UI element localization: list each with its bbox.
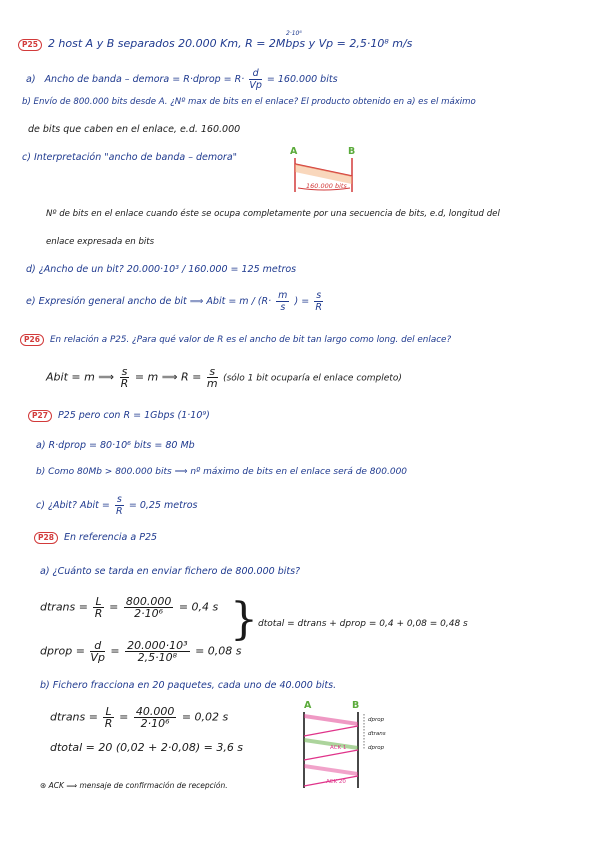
- p28-diagram-ack20: ACK 20: [326, 779, 346, 785]
- p25-superscript: 2·10⁶: [286, 30, 302, 37]
- p28-header-line: [34, 532, 157, 544]
- p28-dtrans-n1: L: [95, 595, 102, 608]
- p28-b-res: = 0,02 s: [181, 710, 229, 724]
- p25-diagram-bits: 160.000 bits: [306, 182, 347, 190]
- p28-diagram-a: A: [304, 700, 312, 711]
- p28-b-text: b) Fichero fracciona en 20 paquetes, cada uno de 40.000 bits.: [40, 680, 337, 691]
- p28-dprop-label: dprop =: [40, 644, 85, 658]
- p28-diagram-dprop1: dprop: [368, 717, 385, 723]
- p28-b-n2: 40.000: [135, 705, 175, 718]
- p26-tag: P26: [20, 334, 44, 346]
- p28-dprop-res: = 0,08 s: [195, 644, 242, 658]
- p26-f2-den: m: [206, 377, 218, 390]
- p28-diagram-dprop2: dprop: [368, 745, 385, 751]
- p25-link-diagram: [290, 158, 370, 198]
- p25-tag: P25: [18, 39, 42, 51]
- p28-b-dtrans-label: dtrans =: [50, 710, 98, 724]
- p25-e-res-den: R: [315, 302, 322, 313]
- p26-note: (sólo 1 bit ocuparía el enlace completo): [223, 373, 402, 384]
- p25-header-line: [18, 38, 412, 51]
- p28-dtrans-label: dtrans =: [40, 600, 88, 614]
- p25-e-den: s: [280, 302, 286, 313]
- p27-tag: P27: [28, 410, 52, 422]
- p25-b-text: b) Envío de 800.000 bits desde A. ¿Nº max de bits en el enlace? El producto obtenido en a) es el máximo: [22, 97, 476, 107]
- p28-diagram-dtrans: dtrans: [368, 731, 386, 737]
- p28-b-n1: L: [105, 705, 112, 718]
- p25-a-result: = 160.000 bits: [266, 74, 338, 85]
- p28-tag: P28: [34, 532, 58, 544]
- p25-c-text: c) Interpretación "ancho de banda – demora": [22, 152, 238, 163]
- p28-footnote: ⊛ ACK ⟹ mensaje de confirmación de recepción.: [40, 781, 228, 790]
- p26-line: [20, 334, 451, 346]
- p28-brace: }: [230, 594, 258, 645]
- p28-dprop-d2: 2,5·10⁸: [137, 651, 178, 664]
- p28-dtrans-n2: 800.000: [125, 595, 172, 608]
- p25-diagram-b: B: [348, 146, 356, 157]
- p28-diagram-ack: ACK 1: [330, 745, 347, 751]
- p25-a-den: Vp: [249, 80, 262, 91]
- p25-a-num: d: [249, 68, 262, 80]
- p26-text: En relación a P25. ¿Para qué valor de R es el ancho de bit tan largo como long. del enlace?: [49, 335, 452, 345]
- p28-b-d2: 2·10⁶: [140, 717, 170, 730]
- p28-dtotal: dtotal = dtrans + dprop = 0,4 + 0,08 = 0,48 s: [258, 619, 468, 629]
- p27-c-den: R: [116, 506, 123, 517]
- p25-e-line: [26, 290, 325, 313]
- p25-c-expl2: enlace expresada en bits: [46, 237, 155, 247]
- p27-c-res: = 0,25 metros: [128, 500, 198, 511]
- p26-f1-den: R: [120, 377, 129, 390]
- p27-header-line: [28, 410, 210, 422]
- p28-dprop-line: dprop = $\frac{d}{Vp}$ = $\frac{\text{20.000·10³}}{\text{2,5·10⁸}}$ = 0,08 s: [40, 639, 242, 664]
- p28-dtrans-d2: 2·10⁶: [134, 607, 164, 620]
- p26-f2-num: s: [207, 366, 218, 378]
- p28-b-d1: R: [104, 717, 113, 730]
- p26-f-mid: = m ⟹ R =: [134, 370, 202, 384]
- p25-b-cont: de bits que caben en el enlace, e.d. 160.000: [28, 124, 241, 135]
- p28-dprop-n2: 20.000·10³: [127, 639, 188, 652]
- p25-a-line: [26, 68, 338, 91]
- p25-d-text: d) ¿Ancho de un bit? 20.000·10³ / 160.000 = 125 metros: [26, 264, 297, 275]
- p25-e-text: e) Expresión general ancho de bit ⟹ Abit = m / (R·: [26, 296, 272, 307]
- p25-diagram-a: A: [290, 146, 298, 157]
- p28-b-total: dtotal = 20 (0,02 + 2·0,08) = 3,6 s: [50, 741, 244, 754]
- p25-c-expl1: Nº de bits en el enlace cuando éste se ocupa completamente por una secuencia de bits, e.d, longitud del: [46, 209, 500, 219]
- p28-dtrans-line: dtrans = $\frac{L}{R}$ = $\frac{800.000}{\text{2·10⁶}}$ = 0,4 s: [40, 595, 219, 620]
- p25-e-mid: ) =: [294, 296, 310, 307]
- p25-header: 2 host A y B separados 20.000 Km, R = 2Mbps y Vp = 2,5·10⁸ m/s: [47, 37, 413, 50]
- p25-e-res-num: s: [316, 290, 322, 301]
- p25-a-text: Ancho de banda – demora = R·dprop = R·: [44, 74, 245, 85]
- p27-b-text: b) Como 80Mb > 800.000 bits ⟹ nº máximo de bits en el enlace será de 800.000: [36, 467, 408, 477]
- p28-dprop-d1: Vp: [90, 651, 105, 664]
- p25-a-label: a): [26, 74, 36, 85]
- p27-c-num: s: [116, 494, 122, 505]
- p27-a-text: a) R·dprop = 80·10⁶ bits = 80 Mb: [36, 440, 195, 451]
- p28-diagram-b: B: [352, 700, 360, 711]
- p28-dprop-n1: d: [90, 640, 105, 652]
- p26-f1-num: s: [121, 365, 128, 378]
- p26-formula-line: [46, 366, 402, 389]
- p28-header: En referencia a P25: [63, 532, 158, 543]
- p27-c-line: [36, 494, 198, 517]
- p25-e-num: m: [278, 290, 288, 301]
- p28-a-text: a) ¿Cuánto se tarda en enviar fichero de 800.000 bits?: [40, 566, 301, 577]
- p26-formula: Abit = m ⟹: [46, 370, 115, 384]
- p27-c-text: c) ¿Abit? Abit =: [36, 500, 110, 511]
- p28-b-dtrans-line: dtrans = $\frac{L}{R}$ = $\frac{40.000}{\text{2·10⁶}}$ = 0,02 s: [50, 705, 229, 730]
- p27-header: P25 pero con R = 1Gbps (1·10⁹): [57, 410, 210, 421]
- p28-dtrans-res: = 0,4 s: [178, 600, 219, 614]
- p28-dtrans-d1: R: [94, 607, 103, 620]
